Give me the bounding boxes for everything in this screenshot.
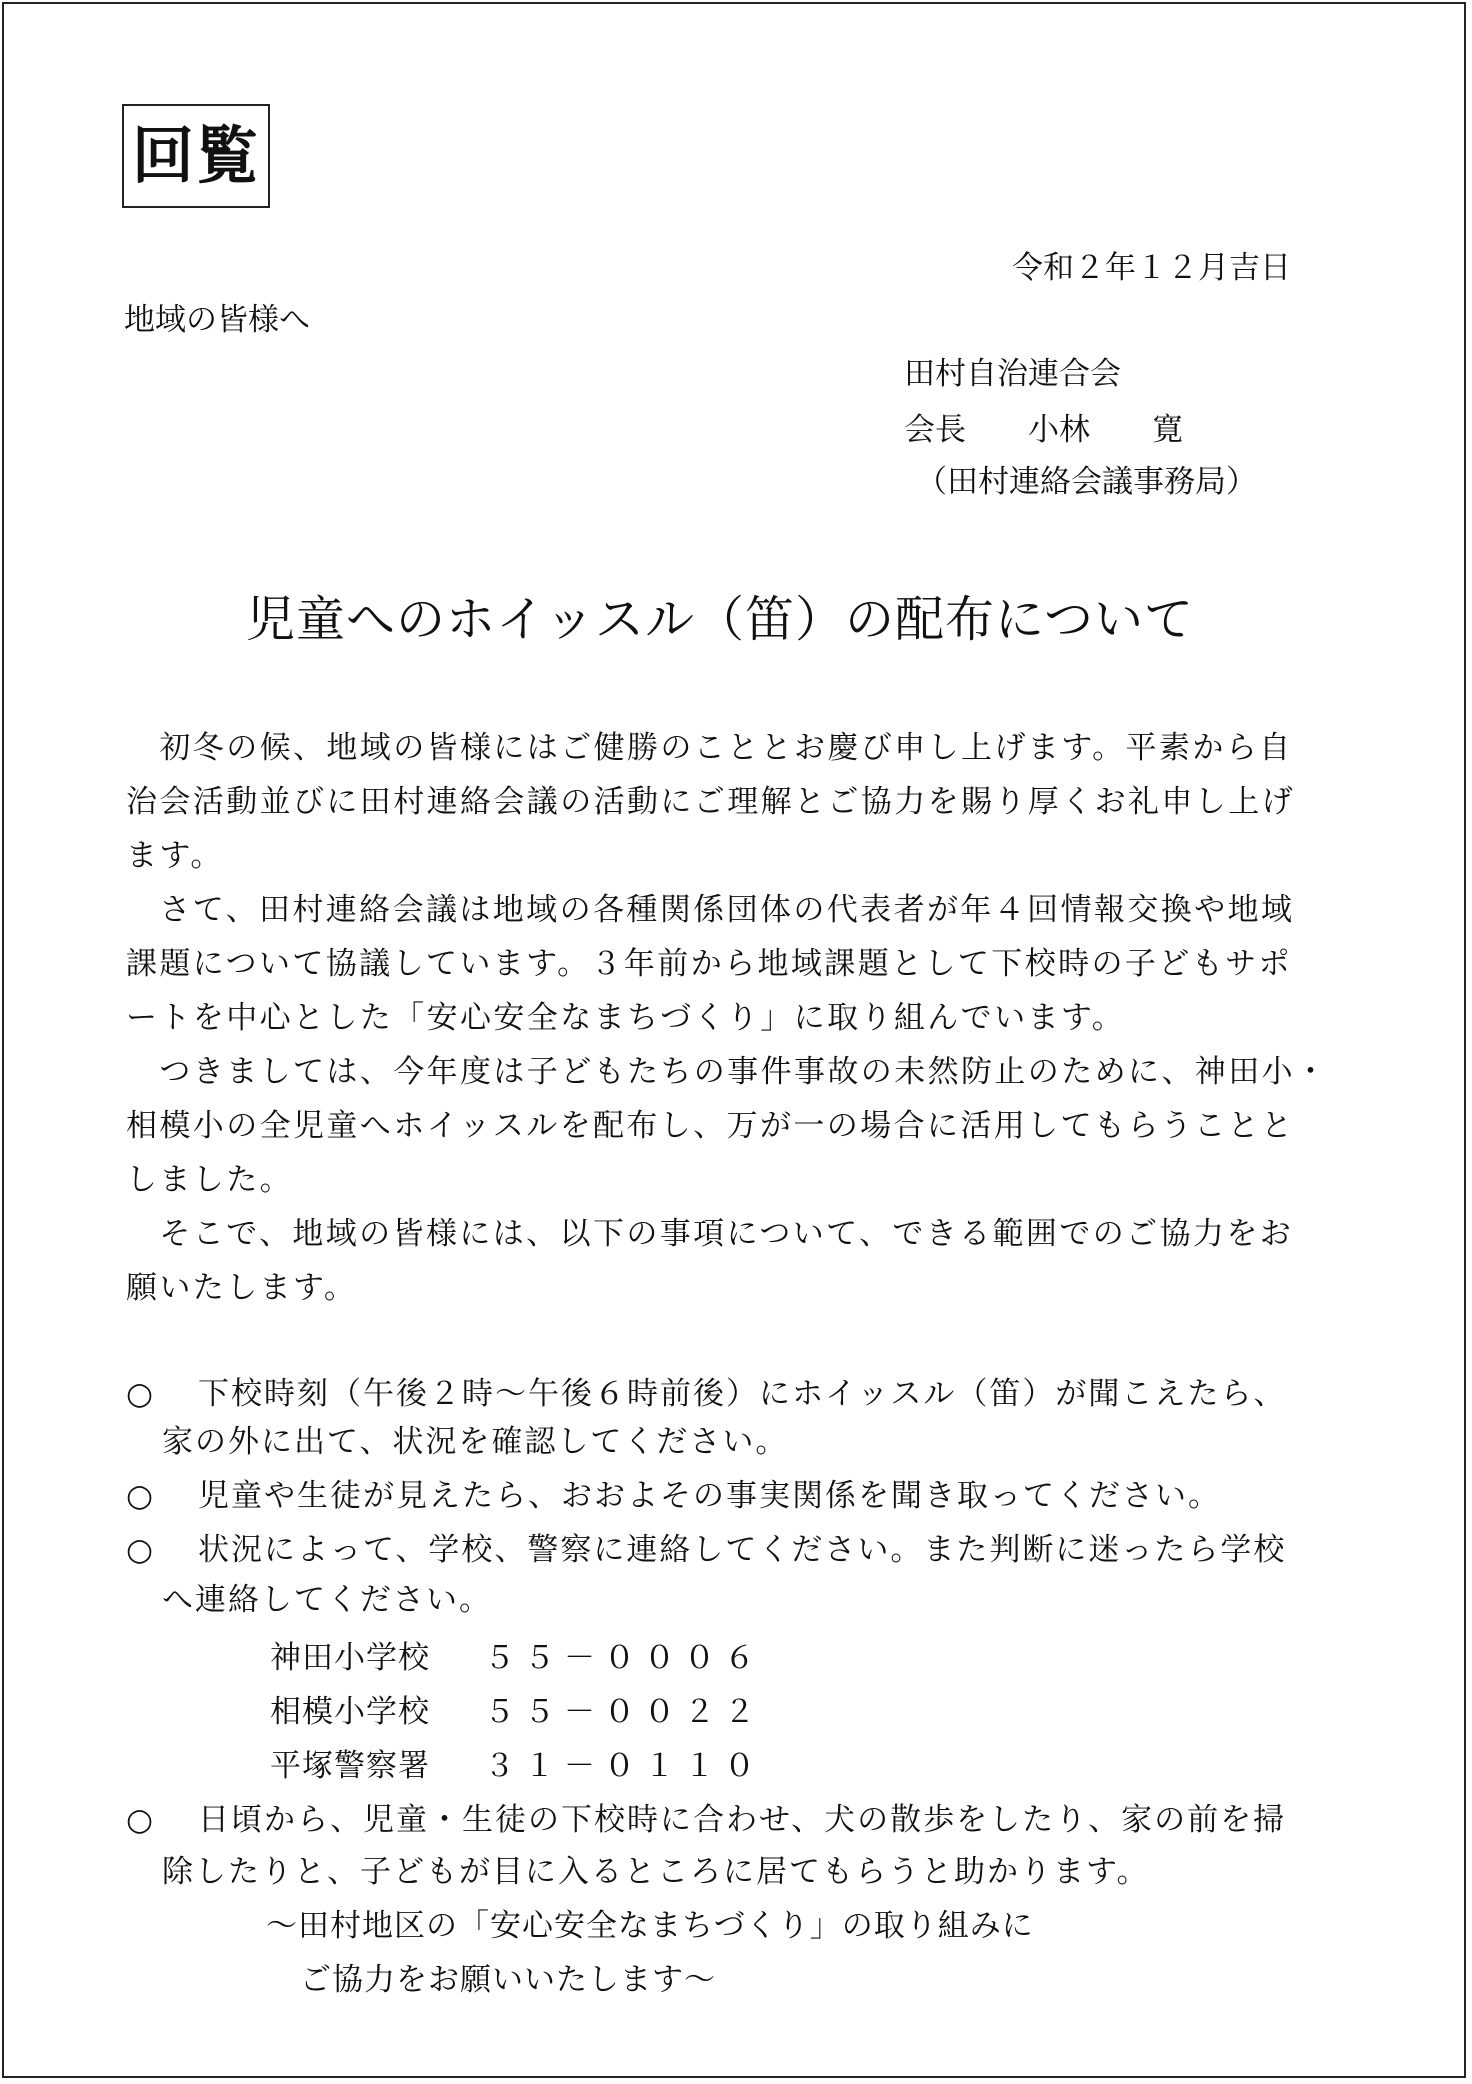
bullet-circle-icon: ○ bbox=[126, 1802, 154, 1838]
body-line: 初冬の候、地域の皆様にはご健勝のこととお慶び申し上げます。平素から自 bbox=[126, 730, 1293, 766]
body-line: つきましては、今年度は子どもたちの事件事故の未然防止のために、神田小・ bbox=[126, 1054, 1329, 1090]
body-line: 願いたします。 bbox=[126, 1270, 358, 1306]
bullet-circle-icon: ○ bbox=[126, 1532, 154, 1568]
body-line: さて、田村連絡会議は地域の各種関係団体の代表者が年４回情報交換や地域 bbox=[126, 892, 1295, 928]
body-line: ートを中心とした「安心安全なまちづくり」に取り組んでいます。 bbox=[126, 1000, 1126, 1036]
issue-date: 令和２年１２月吉日 bbox=[1012, 250, 1291, 286]
bullet-item-continuation: 除したりと、子どもが目に入るところに居てもらうと助かります。 bbox=[162, 1854, 1150, 1890]
body-line: しました。 bbox=[126, 1162, 293, 1198]
body-line: 課題について協議しています。３年前から地域課題として下校時の子どもサポ bbox=[126, 946, 1292, 982]
contact-row bbox=[270, 1746, 764, 1786]
body-line: 治会活動並びに田村連絡会議の活動にご理解とご協力を賜り厚くお礼申し上げ bbox=[126, 784, 1295, 820]
contact-row bbox=[270, 1692, 764, 1732]
contact-phone: ５５－００２２ bbox=[484, 1694, 764, 1730]
bullet-circle-icon: ○ bbox=[126, 1478, 154, 1514]
closing-line: ～田村地区の「安心安全なまちづくり」の取り組みに bbox=[266, 1908, 1034, 1944]
closing-line: ご協力をお願いいたします～ bbox=[300, 1962, 716, 1998]
recipient: 地域の皆様へ bbox=[124, 302, 310, 338]
body-line: そこで、地域の皆様には、以下の事項について、できる範囲でのご協力をお bbox=[126, 1216, 1294, 1252]
contact-name: 相模小学校 bbox=[270, 1694, 430, 1730]
sender-organization: 田村自治連合会 bbox=[904, 356, 1121, 392]
contact-phone: ３１－０１１０ bbox=[484, 1748, 764, 1784]
bullet-item-text: 日頃から、児童・生徒の下校時に合わせ、犬の散歩をしたり、家の前を掃 bbox=[198, 1802, 1287, 1838]
bullet-item-continuation: 家の外に出て、状況を確認してください。 bbox=[162, 1424, 789, 1460]
bullet-item-continuation: へ連絡してください。 bbox=[162, 1582, 492, 1618]
circulation-stamp: 回覧 bbox=[122, 104, 270, 208]
sender-name: 会長 小林 寛 bbox=[904, 412, 1183, 448]
bullet-circle-icon: ○ bbox=[126, 1376, 154, 1412]
contact-row bbox=[270, 1638, 764, 1678]
bullet-item-text: 状況によって、学校、警察に連絡してください。また判断に迷ったら学校 bbox=[198, 1532, 1287, 1568]
contact-name: 平塚警察署 bbox=[270, 1748, 430, 1784]
body-line: ます。 bbox=[126, 838, 224, 874]
document-title: 児童へのホイッスル（笛）の配布について bbox=[246, 591, 1195, 648]
contact-name: 神田小学校 bbox=[270, 1640, 430, 1676]
bullet-item-text: 児童や生徒が見えたら、おおよその事実関係を聞き取ってください。 bbox=[198, 1478, 1221, 1514]
bullet-item-text: 下校時刻（午後２時～午後６時前後）にホイッスル（笛）が聞こえたら、 bbox=[198, 1376, 1287, 1412]
body-line: 相模小の全児童へホイッスルを配布し、万が一の場合に活用してもらうことと bbox=[126, 1108, 1295, 1144]
sender-office: （田村連絡会議事務局） bbox=[916, 464, 1257, 500]
contact-phone: ５５－０００６ bbox=[484, 1640, 764, 1676]
